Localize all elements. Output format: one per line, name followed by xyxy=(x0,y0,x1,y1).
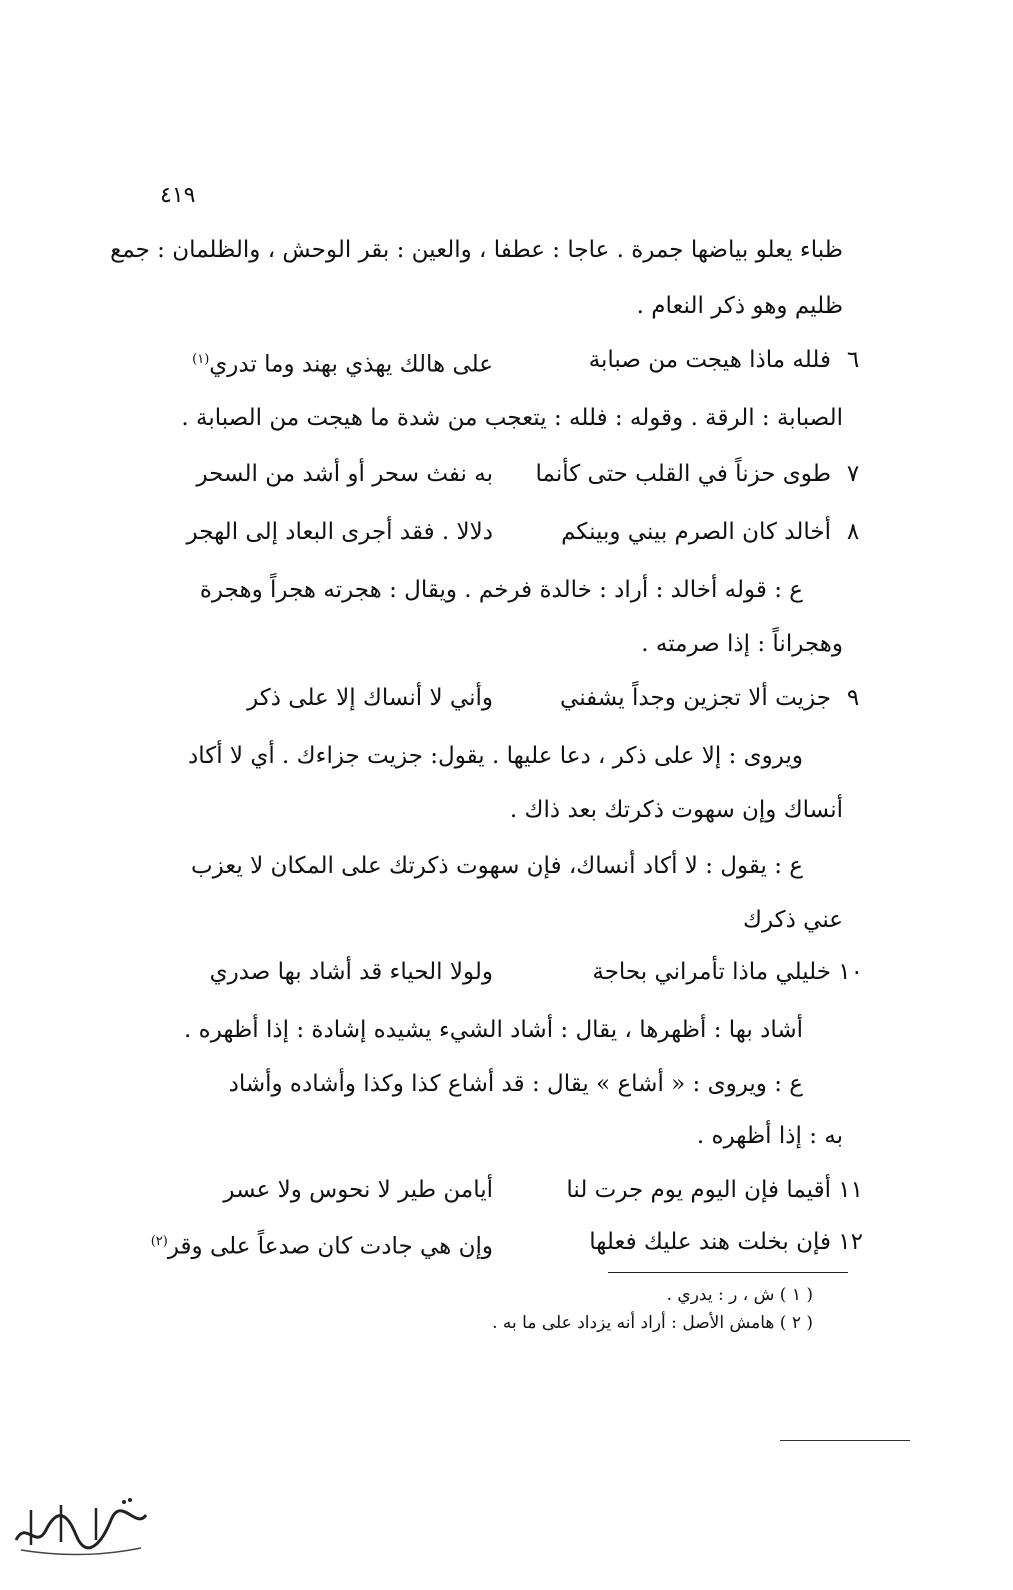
verse-first-hemistich: فلله ماذا هيجت من صبابة xyxy=(588,347,831,373)
verse-second-hemistich: دلالا . فقد أجرى البعاد إلى الهجر xyxy=(186,519,493,545)
verse-first-hemistich: طوى حزناً في القلب حتى كأنما xyxy=(535,461,831,487)
footnote-1: ( ١ ) ش ، ر : يدري . xyxy=(666,1285,813,1305)
verse-12 xyxy=(150,1228,863,1260)
verse-number: ٦ xyxy=(846,347,860,373)
verse-second-hemistich: على هالك يهذي بهند وما تدري$^{(١)}$ xyxy=(192,351,493,378)
commentary-line: به : إذا أظهره . xyxy=(696,1123,843,1149)
verse-9 xyxy=(173,684,863,714)
commentary-line: أشاد بها : أظهرها ، يقال : أشاد الشيء يشيده إشادة : إذا أظهره . xyxy=(184,1017,803,1043)
commentary-line: ظباء يعلو بياضها جمرة . عاجا : عطفا ، والعين : بقر الوحش ، والظلمان : جمع xyxy=(110,237,843,263)
footnote-divider xyxy=(608,1272,848,1273)
commentary-line: ويروى : إلا على ذكر ، دعا عليها . يقول: جزيت جزاءك . أي لا أكاد xyxy=(188,743,803,769)
verse-number: ١٢ xyxy=(838,1229,863,1255)
verse-first-hemistich: جزيت ألا تجزين وجداً يشفني xyxy=(560,685,831,711)
footnote-marker: (١) xyxy=(192,352,210,367)
verse-8 xyxy=(173,518,863,548)
verse-second-hemistich: وأني لا أنساك إلا على ذكر xyxy=(247,685,493,711)
commentary-line: وهجراناً : إذا صرمته . xyxy=(641,631,843,657)
commentary-line: ظليم وهو ذكر النعام . xyxy=(636,293,843,319)
verse-number: ١٠ xyxy=(838,959,863,985)
commentary-line: ع : قوله أخالد : أراد : خالدة فرخم . ويقال : هجرته هجراً وهجرة xyxy=(199,577,803,603)
commentary-line: ع : يقول : لا أكاد أنساك، فإن سهوت ذكرتك على المكان لا يعزب xyxy=(190,853,803,879)
page-number: ٤١٩ xyxy=(160,183,196,208)
verse-first-hemistich: فإن بخلت هند عليك فعلها xyxy=(589,1229,831,1255)
verse-first-hemistich: خليلي ماذا تأمراني بحاجة xyxy=(592,959,831,985)
verse-second-hemistich: ولولا الحياء قد أشاد بها صدري xyxy=(209,959,493,985)
footnote-2: ( ٢ ) هامش الأصل : أراد أنه يزداد على ما به . xyxy=(492,1313,813,1333)
verse-second-hemistich: وإن هي جادت كان صدعاً على وقر$^{(٢)}$ xyxy=(150,1233,493,1260)
verse-first-hemistich: أقيما فإن اليوم يوم جرت لنا xyxy=(566,1177,831,1203)
verse-11 xyxy=(173,1176,863,1206)
verse-number: ١١ xyxy=(838,1177,863,1203)
bottom-rule xyxy=(780,1440,910,1441)
commentary-line: عني ذكرك xyxy=(743,907,843,933)
commentary-line: أنساك وإن سهوت ذكرتك بعد ذاك . xyxy=(509,797,843,823)
verse-number: ٧ xyxy=(846,461,860,487)
commentary-line: الصبابة : الرقة . وقوله : فلله : يتعجب من شدة ما هيجت من الصبابة . xyxy=(181,405,843,431)
verse-6 xyxy=(173,346,863,376)
verse-number: ٨ xyxy=(846,519,860,545)
verse-second-hemistich: أيامن طير لا نحوس ولا عسر xyxy=(223,1177,493,1203)
verse-second-hemistich: به نفث سحر أو أشد من السحر xyxy=(196,461,493,487)
footnote-marker: (٢) xyxy=(150,1234,168,1249)
verse-first-hemistich: أخالد كان الصرم بيني وبينكم xyxy=(561,519,831,545)
verse-7 xyxy=(173,460,863,490)
verse-10 xyxy=(173,958,863,988)
verse-number: ٩ xyxy=(846,685,860,711)
commentary-line: ع : ويروى : « أشاع » يقال : قد أشاع كذا وكذا وأشاده وأشاد xyxy=(228,1071,803,1097)
calligraphy-logo-icon xyxy=(6,1490,156,1560)
